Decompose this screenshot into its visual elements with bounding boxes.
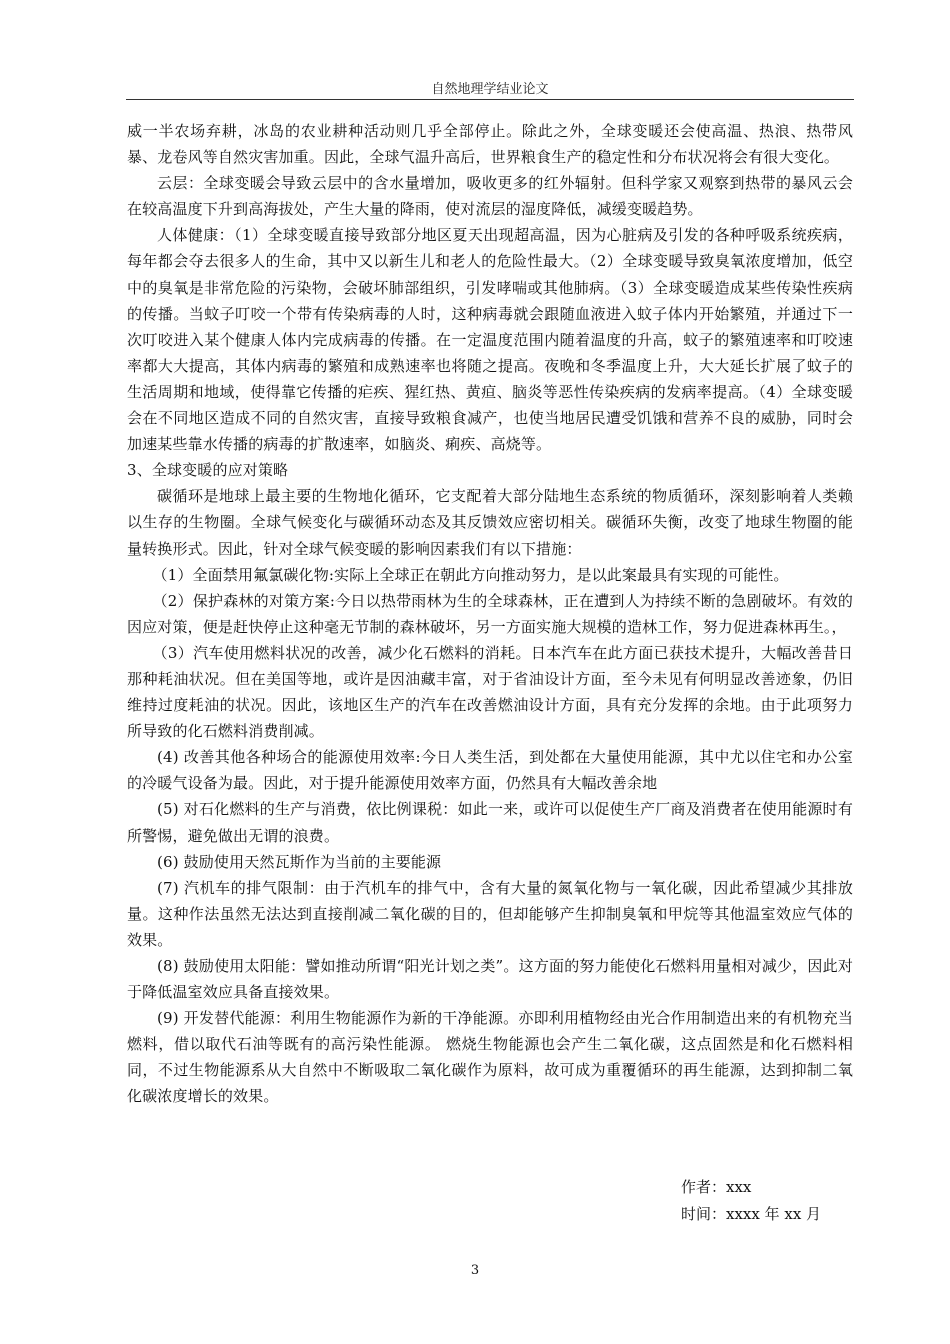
running-header: 自然地理学结业论文 — [431, 82, 549, 97]
measure-2: （2）保护森林的对策方案:今日以热带雨林为生的全球森林，正在遭到人为持续不断的急剧破坏。有效的因应对策，便是赶快停止这种毫无节制的森林破坏，另一方面实施大规模的造林工作，努力促进森林再生。， — [127, 591, 853, 636]
signature-block — [681, 1174, 821, 1228]
paragraph-continuation: 威一半农场弃耕，冰岛的农业耕种活动则几乎全部停止。除此之外，全球变暖还会使高温、热浪、热带风暴、龙卷风等自然灾害加重。因此，全球气温升高后，世界粮食生产的稳定性和分布状况将会有很大变化。 — [127, 122, 853, 167]
measure-7: (7) 汽机车的排气限制：由于汽机车的排气中，含有大量的氮氧化物与一氧化碳，因此希望减少其排放量。这种作法虽然无法达到直接削减二氧化碳的目的，但却能够产生抑制臭氧和甲烷等其他温室效应气体的效果。 — [127, 878, 853, 949]
measure-6: (6) 鼓励使用天然瓦斯作为当前的主要能源 — [157, 852, 442, 871]
paragraph-clouds: 云层：全球变暖会导致云层中的含水量增加，吸收更多的红外辐射。但科学家又观察到热带的暴风云会在较高温度下升到高海拔处，产生大量的降雨，使对流层的湿度降低，减缓变暖趋势。 — [127, 174, 853, 219]
article-body — [127, 118, 853, 1110]
measure-4: (4) 改善其他各种场合的能源使用效率:今日人类生活，到处都在大量使用能源，其中尤以住宅和办公室的冷暖气设备为最。因此，对于提升能源使用效率方面，仍然具有大幅改善余地 — [127, 748, 853, 793]
measure-1: （1）全面禁用氟氯碳化物:实际上全球正在朝此方向推动努力，是以此案最具有实现的可能性。 — [152, 565, 789, 584]
page-number: 3 — [470, 1263, 480, 1278]
date-line: 时间：xxxx 年 xx 月 — [681, 1205, 822, 1223]
paragraph-health: 人体健康：（1）全球变暖直接导致部分地区夏天出现超高温，因为心脏病及引发的各种呼吸系统疾病，每年都会夺去很多人的生命，其中又以新生儿和老人的危险性最大。（2）全球变暖导致臭氧浓度增加，低空中的臭氧是非常危险的污染物，会破坏肺部组织，引发哮喘或其他肺病。（3）全球变暖造成某些传染性疾病的传播。当蚊子叮咬一个带有传染病毒的人时，这种病毒就会跟随血液进入蚊子体内开始繁殖，并通过下一次叮咬进入某个健康人体内完成病毒的传播。在一定温度范围内随着温度的升高，蚊子的繁殖速率和叮咬速率都大大提高，其体内病毒的繁殖和成熟速率也将随之提高。夜晚和冬季温度上升，大大延长扩展了蚊子的生活周期和地域，使得靠它传播的疟疾、猩红热、黄疸、脑炎等恶性传染疾病的发病率提高。（4）全球变暖会在不同地区造成不同的自然灾害，直接导致粮食减产，也使当地居民遭受饥饿和营养不良的威胁，同时会加速某些靠水传播的病毒的扩散速率，如脑炎、痢疾、高烧等。 — [127, 226, 853, 454]
section-heading: 3、全球变暖的应对策略 — [127, 461, 289, 480]
measure-9: (9) 开发替代能源：利用生物能源作为新的干净能源。亦即利用植物经由光合作用制造出来的有机物充当燃料，借以取代石油等既有的高污染性能源。 燃烧生物能源也会产生二氧化碳，这点固然是和化石燃料相同，不过生物能源系从大自然中不断吸取二氧化碳作为原料，故可成为重覆循环的再生能源，达到抑制二氧化碳浓度增长的效果。 — [127, 1009, 853, 1106]
measure-5: (5) 对石化燃料的生产与消费，依比例课税：如此一来，或许可以促使生产厂商及消费者在使用能源时有所警惕，避免做出无谓的浪费。 — [127, 800, 853, 845]
measure-3: （3）汽车使用燃料状况的改善，减少化石燃料的消耗。日本汽车在此方面已获技术提升，大幅改善昔日那种耗油状况。但在美国等地，或许是因油藏丰富，对于省油设计方面，至今未见有何明显改善迹象，仍旧维持过度耗油的状况。因此，该地区生产的汽车在改善燃油设计方面，具有充分发挥的余地。由于此项努力所导致的化石燃料消费削减。 — [127, 643, 853, 741]
author-line: 作者：xxx — [681, 1178, 752, 1196]
paragraph-carbon-cycle: 碳循环是地球上最主要的生物地化循环，它支配着大部分陆地生态系统的物质循环，深刻影响着人类赖以生存的生物圈。全球气候变化与碳循环动态及其反馈效应密切相关。碳循环失衡，改变了地球生物圈的能量转换形式。因此，针对全球气候变暖的影响因素我们有以下措施： — [127, 487, 853, 558]
measure-8: (8) 鼓励使用太阳能：譬如推动所谓“阳光计划之类”。这方面的努力能使化石燃料用量相对减少，因此对于降低温室效应具备直接效果。 — [127, 957, 853, 1002]
header-divider — [126, 99, 854, 100]
